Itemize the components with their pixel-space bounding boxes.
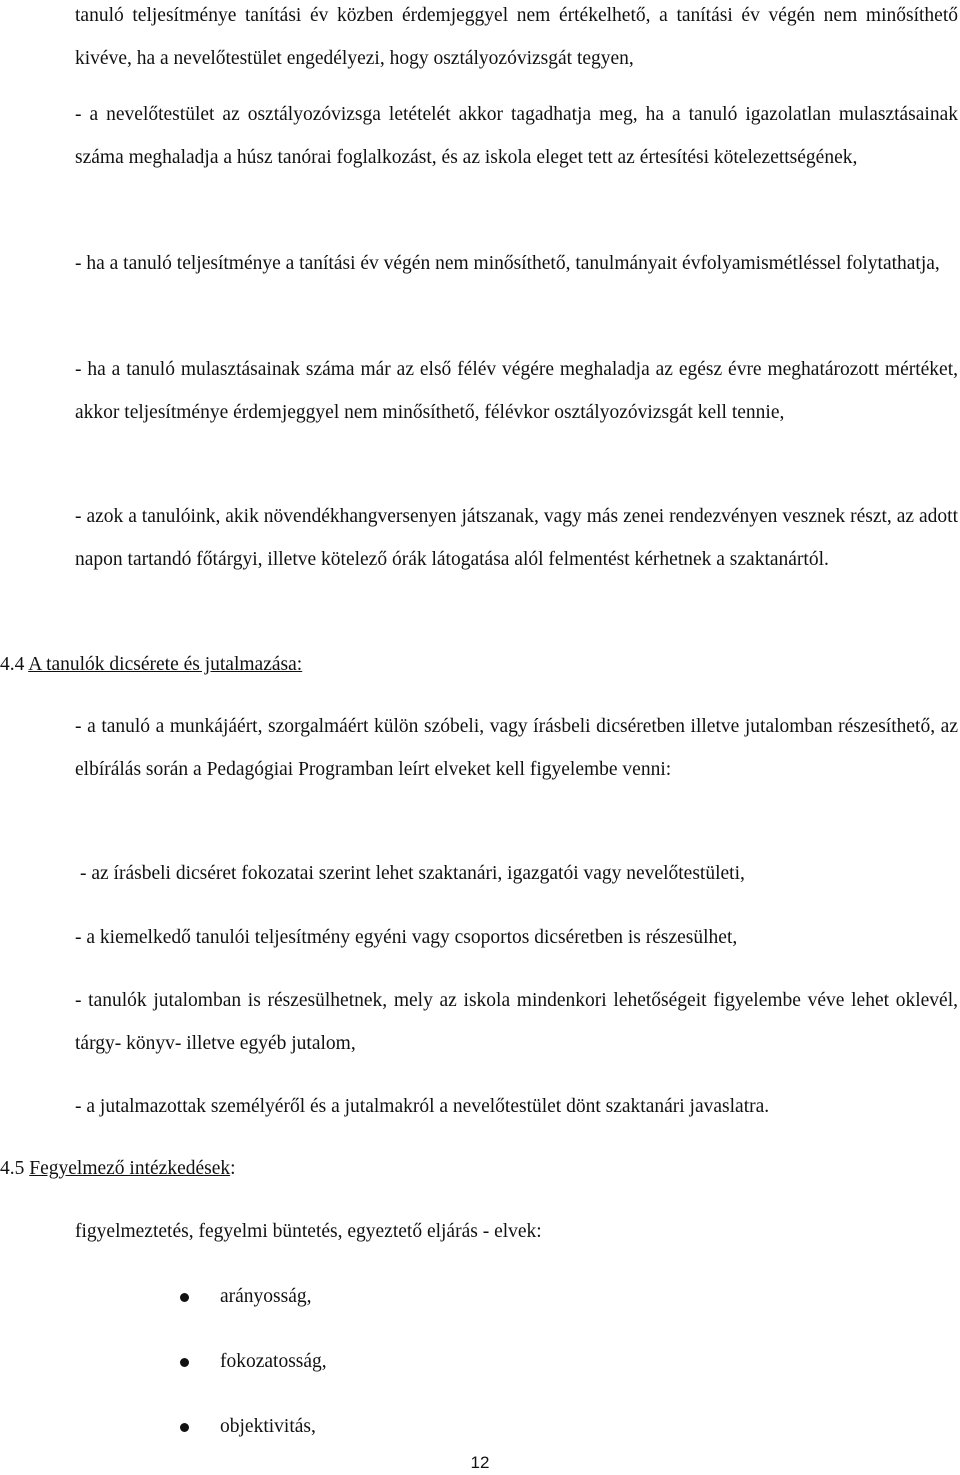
section-title: A tanulók dicsérete és jutalmazása: xyxy=(28,654,303,675)
paragraph-written-praise: - az írásbeli dicséret fokozatai szerint lehet szaktanári, igazgatói vagy nevelőtestületi, xyxy=(80,863,745,884)
bullet-dot-icon xyxy=(180,1423,189,1432)
page-number: 12 xyxy=(470,1453,490,1472)
section-heading-4-5 xyxy=(0,1155,236,1183)
paragraph-student-rewards: - tanulók jutalomban is részesülhetnek, mely az iskola mindenkori lehetőségeit figyelembe véve lehet oklevél, tárgy- könyv- illetve egyéb jutalom, xyxy=(75,990,958,1054)
paragraph-outstanding-performance: - a kiemelkedő tanulói teljesítmény egyéni vagy csoportos dicséretben is részesülhet, xyxy=(75,927,738,948)
paragraph-concert-exemption: - azok a tanulóink, akik növendékhangversenyen játszanak, vagy más zenei rendezvényen vesznek részt, az adott napon tartandó főtárgyi, illetve kötelező órák látogatása alól felmentést kérhetnek a szaktanártól. xyxy=(75,506,958,570)
paragraph-exam-refusal: - a nevelőtestület az osztályozóvizsga letételét akkor tagadhatja meg, ha a tanuló igazolatlan mulasztásainak száma meghaladja a húsz tanórai foglalkozást, és az iskola eleget tett az értesítési kötelezettségének, xyxy=(75,104,958,168)
bullet-dot-icon xyxy=(180,1293,189,1302)
section-heading-4-4 xyxy=(0,651,302,679)
section-title: Fegyelmező intézkedések xyxy=(29,1158,231,1179)
section-number: 4.5 xyxy=(0,1158,25,1179)
paragraph-reward-decision: - a jutalmazottak személyéről és a jutalmakról a nevelőtestület dönt szaktanári javaslatra. xyxy=(75,1096,770,1117)
list-item-text: objektivitás, xyxy=(220,1416,316,1437)
paragraph-continuation: tanuló teljesítménye tanítási év közben érdemjeggyel nem értékelhető, a tanítási év végén nem minősíthető kivéve, ha a nevelőtestület engedélyezi, hogy osztályozóvizsgát tegyen, xyxy=(75,5,958,69)
section-title-suffix: : xyxy=(230,1158,236,1179)
list-item-text: fokozatosság, xyxy=(220,1351,327,1372)
list-item-text: arányosság, xyxy=(220,1286,312,1307)
section-number: 4.4 xyxy=(0,654,25,675)
paragraph-absence-limit: - ha a tanuló mulasztásainak száma már az első félév végére meghaladja az egész évre meghatározott mértéket, akkor teljesítménye érdemjeggyel nem minősíthető, félévkor osztályozóvizsgát kell tennie, xyxy=(75,359,958,423)
paragraph-year-repeat: - ha a tanuló teljesítménye a tanítási év végén nem minősíthető, tanulmányait évfolyamismétléssel folytathatja, xyxy=(75,253,940,274)
paragraph-praise-reward: - a tanuló a munkájáért, szorgalmáért külön szóbeli, vagy írásbeli dicséretben illetve jutalomban részesíthető, az elbírálás során a Pedagógiai Programban leírt elveket kell figyelembe venni: xyxy=(75,716,958,780)
paragraph-discipline-intro: figyelmeztetés, fegyelmi büntetés, egyeztető eljárás - elvek: xyxy=(75,1221,542,1242)
bullet-dot-icon xyxy=(180,1358,189,1367)
